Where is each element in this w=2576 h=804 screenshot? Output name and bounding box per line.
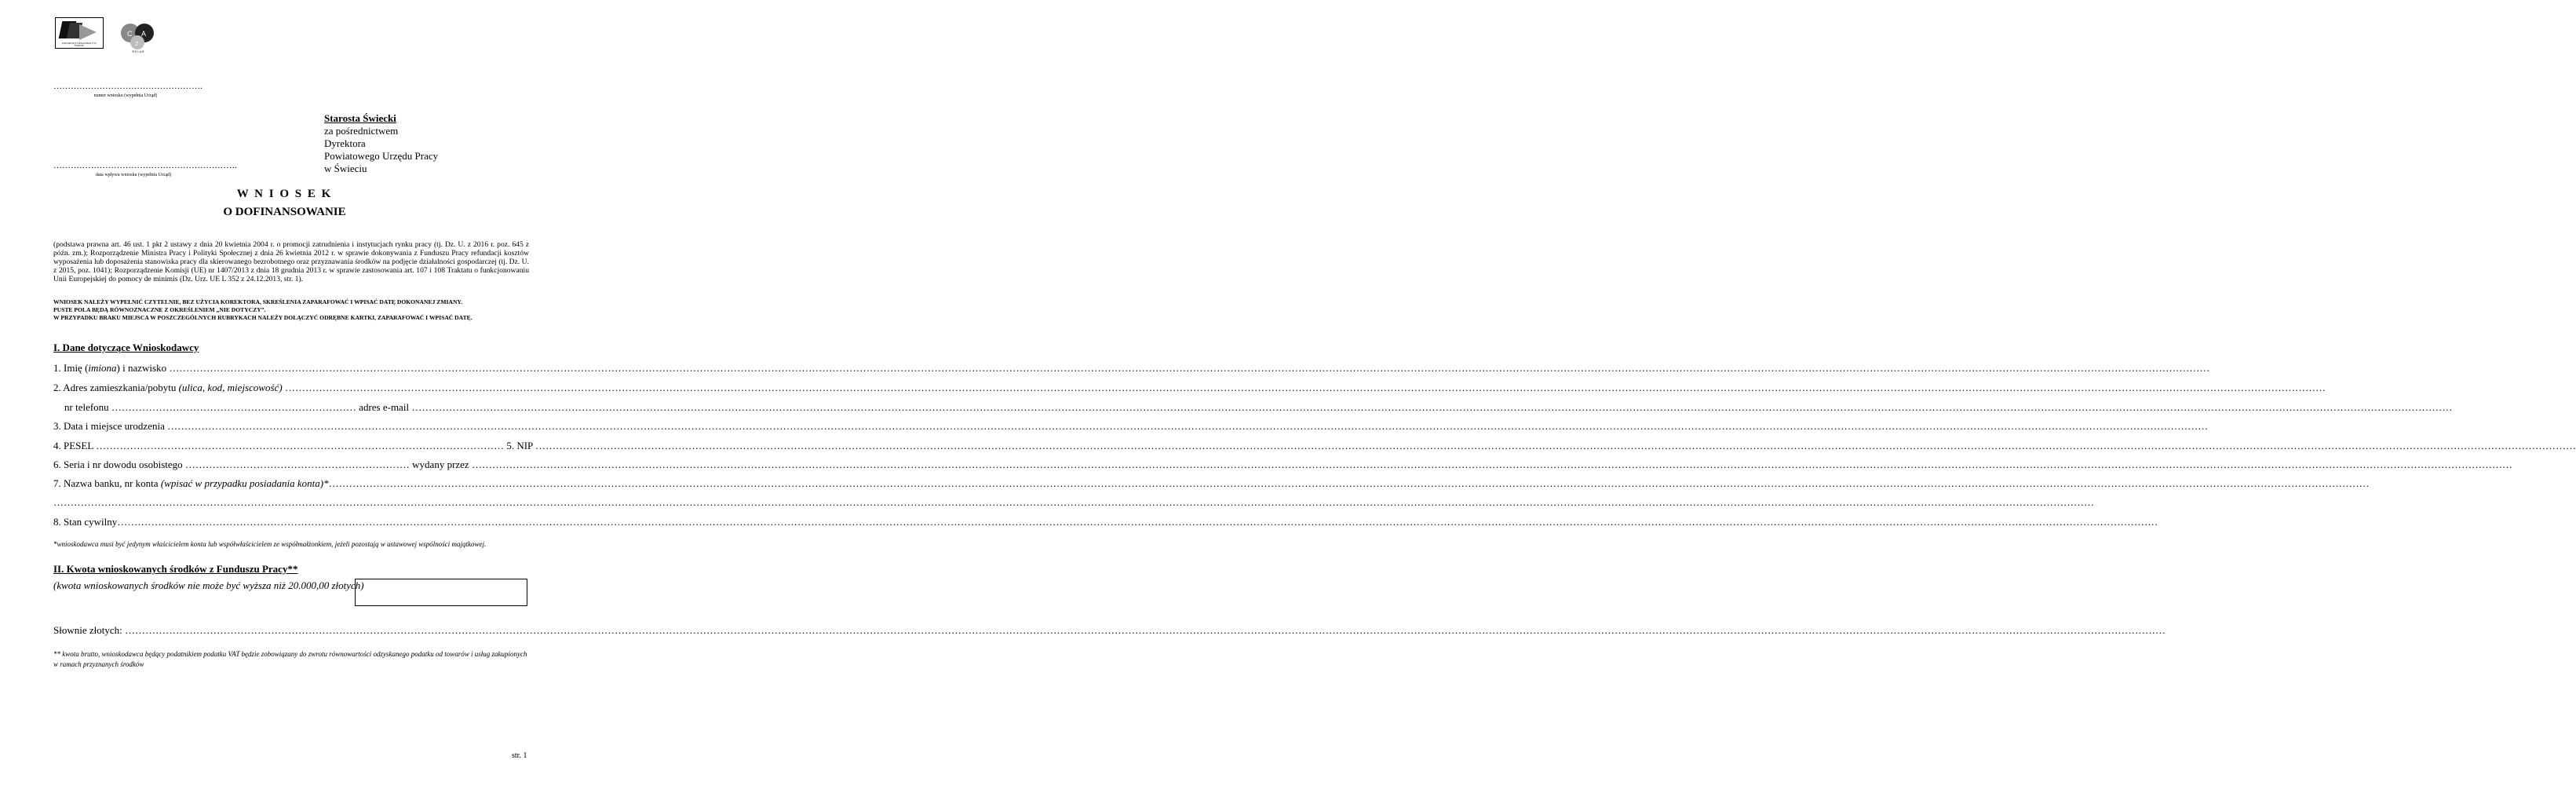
receipt-date-label: data wpływu wniosku (wypełnia Urząd) (95, 173, 172, 177)
bank-label: 7. Nazwa banku, nr konta (53, 477, 159, 489)
section-2-footnote: ** kwota brutto, wnioskodawca będący podatnikiem podatku VAT będzie zobowiązany do zwrotu równowartości odzyskanego podatku od towarów i usług zakupionych w ramach przyznanych środków (53, 650, 527, 668)
instruction-line-1: WNIOSEK NALEŻY WYPEŁNIĆ CZYTELNIE, BEZ UŻYCIA KOREKTORA, SKREŚLENIA ZAPARAFOWAĆ I WPISAĆ DATĘ DOKONANEJ ZMIANY. (53, 298, 463, 305)
addressee-line-3: Dyrektora (324, 137, 366, 149)
section-1-heading: I. Dane dotyczące Wnioskodawcy (53, 342, 199, 353)
application-number-field[interactable]: ……………………………………………. (53, 82, 203, 91)
field-contact[interactable]: nr telefonu ……………………………………………………………… adres e-mail …………………………………………………………………………………………………………………………………………………………………………………………………………………………………………………………………………………………………………………………………………………………………………………………………………………………………………………………………………………………………………………………………………………… (64, 401, 2453, 413)
field-amount-words[interactable]: Słownie złotych: …………………………………………………………………………………………………………………………………………………………………………………………………………………………………………………………………………………………………………………………………………………………………………………………………………………………………………………………………………………………………………………………………………………… (53, 624, 2166, 636)
field-pesel-nip[interactable]: 4. PESEL ………………………………………………………………………………………………………… 5. NIP …………………………………………………………………………………………………………………………………………………………………………………………………………………………………………………………………………………………………………………………………………………………………………………………………………………………………………………………………………………………………………………………………………………… (53, 440, 2576, 451)
field-name-suffix: ) i nazwisko (116, 362, 167, 374)
phone-label: nr telefonu (64, 401, 109, 413)
pup-logo (55, 17, 104, 49)
svg-text:Z: Z (135, 42, 139, 47)
section-2-heading: II. Kwota wnioskowanych środków z Funduszu Pracy** (53, 563, 298, 575)
field-bank-continued[interactable]: …………………………………………………………………………………………………………………………………………………………………………………………………………………………………………………………………………………………………………………………………………………………………………………………………………………………………………………………………………………………………………………………………………………… (53, 496, 2094, 508)
document-subtitle: O DOFINANSOWANIE (223, 206, 346, 218)
marital-status-label: 8. Stan cywilny (53, 516, 118, 528)
instruction-line-2: PUSTE POLA BĘDĄ RÓWNOZNACZNE Z OKREŚLENIEM „NIE DOTYCZY”. (53, 306, 266, 313)
section-1-footnote: *wnioskodawca musi być jedynym właścicielem konta lub współwłaścicielem ze współmałżonkiem, jeżeli pozostają w ustawowej wspólności majątkowej. (53, 540, 487, 548)
relar-logo (118, 20, 159, 53)
svg-text:R E L A R: R E L A R (132, 50, 144, 53)
field-address-label: 2. Adres zamieszkania/pobytu (53, 382, 177, 393)
nip-label: 5. NIP (506, 440, 533, 451)
instructions (53, 298, 529, 322)
field-name[interactable]: 1. Imię (imiona) i nazwisko …………………………………………………………………………………………………………………………………………………………………………………………………………………………………………………………………………………………………………………………………………………………………………………………………………………………………………………………………………………………………………………………………………………… (53, 362, 2210, 374)
field-birth-label: 3. Data i miejsce urodzenia (53, 420, 165, 432)
svg-text:C: C (127, 30, 133, 38)
addressee-block (324, 112, 438, 175)
addressee-line-1: Starosta Świecki (324, 112, 396, 124)
pup-logo-caption: POWIATOWY URZĄD PRACY W ŚWIECIU (62, 42, 97, 47)
document-title: W N I O S E K (236, 188, 333, 200)
amount-words-label: Słownie złotych: (53, 624, 122, 636)
email-label: adres e-mail (359, 401, 410, 413)
legal-basis: (podstawa prawna art. 46 ust. 1 pkt 2 ustawy z dnia 20 kwietnia 2004 r. o promocji zatrudnienia i instytucjach rynku pracy (tj. Dz. U. z 2016 r. poz. 645 z późn. zm.); Rozporządzenie Ministra Pracy i Polityki Społecznej z dnia 26 kwietnia 2012 r. w sprawie dokonywania z Funduszu Pracy refundacji kosztów wyposażenia lub doposażenia stanowiska pracy dla skierowanego bezrobotnego oraz przyznawania środków na podjęcie działalności gospodarczej (tj. Dz. U. z 2015, poz. 1041); Rozporządzenie Komisji (UE) nr 1407/2013 z dnia 18 grudnia 2013 r. w sprawie zastosowania art. 107 i 108 Traktatu o funkcjonowaniu Unii Europejskiej do pomocy de minimis (Dz. Urz. UE L 352 z 24.12.2013, str. 1). (53, 240, 529, 283)
amount-note: (kwota wnioskowanych środków nie może być wyższa niż 20.000,00 złotych) (53, 579, 364, 591)
field-address-italic: (ulica, kod, miejscowość) (178, 382, 283, 393)
field-name-label: 1. Imię ( (53, 362, 89, 374)
field-id-card[interactable]: 6. Seria i nr dowodu osobistego ………………………………………………………… wydany przez …………………………………………………………………………………………………………………………………………………………………………………………………………………………………………………………………………………………………………………………………………………………………………………………………………………………………………………………………………………………………………………………………………………… (53, 459, 2512, 470)
amount-input-box[interactable] (355, 579, 527, 606)
issued-by-label: wydany przez (412, 459, 469, 470)
page-number: str. 1 (512, 751, 527, 760)
pesel-label: 4. PESEL (53, 440, 93, 451)
receipt-date-field[interactable]: ………………………………………………………. (53, 161, 237, 170)
svg-text:A: A (141, 30, 147, 38)
addressee-line-5: w Świeciu (324, 163, 367, 174)
bank-italic: (wpisać w przypadku posiadania konta)* (160, 477, 329, 489)
field-birth[interactable]: 3. Data i miejsce urodzenia …………………………………………………………………………………………………………………………………………………………………………………………………………………………………………………………………………………………………………………………………………………………………………………………………………………………………………………………………………………………………………………………………………………… (53, 420, 2209, 432)
addressee-line-2: za pośrednictwem (324, 125, 399, 137)
addressee-line-4: Powiatowego Urzędu Pracy (324, 150, 439, 162)
id-card-label: 6. Seria i nr dowodu osobistego (53, 459, 183, 470)
field-bank[interactable]: 7. Nazwa banku, nr konta (wpisać w przypadku posiadania konta)*…………………………………………………………………………………………………………………………………………………………………………………………………………………………………………………………………………………………………………………………………………………………………………………………………………………………………………………………………………………………………………………………………………………… (53, 477, 2370, 489)
application-number-label: numer wniosku (wypełnia Urząd) (93, 93, 158, 98)
instruction-line-3: W PRZYPADKU BRAKU MIEJSCA W POSZCZEGÓLNYCH RUBRYKACH NALEŻY DOŁĄCZYĆ ODRĘBNE KARTKI, ZAPARAFOWAĆ I WPISAĆ DATĘ. (53, 314, 473, 321)
field-address[interactable]: 2. Adres zamieszkania/pobytu (ulica, kod, miejscowość) …………………………………………………………………………………………………………………………………………………………………………………………………………………………………………………………………………………………………………………………………………………………………………………………………………………………………………………………………………………………………………………………………………………… (53, 382, 2326, 393)
field-name-italic: imiona (88, 362, 117, 374)
field-marital-status[interactable]: 8. Stan cywilny…………………………………………………………………………………………………………………………………………………………………………………………………………………………………………………………………………………………………………………………………………………………………………………………………………………………………………………………………………………………………………………………………………………… (53, 516, 2158, 528)
